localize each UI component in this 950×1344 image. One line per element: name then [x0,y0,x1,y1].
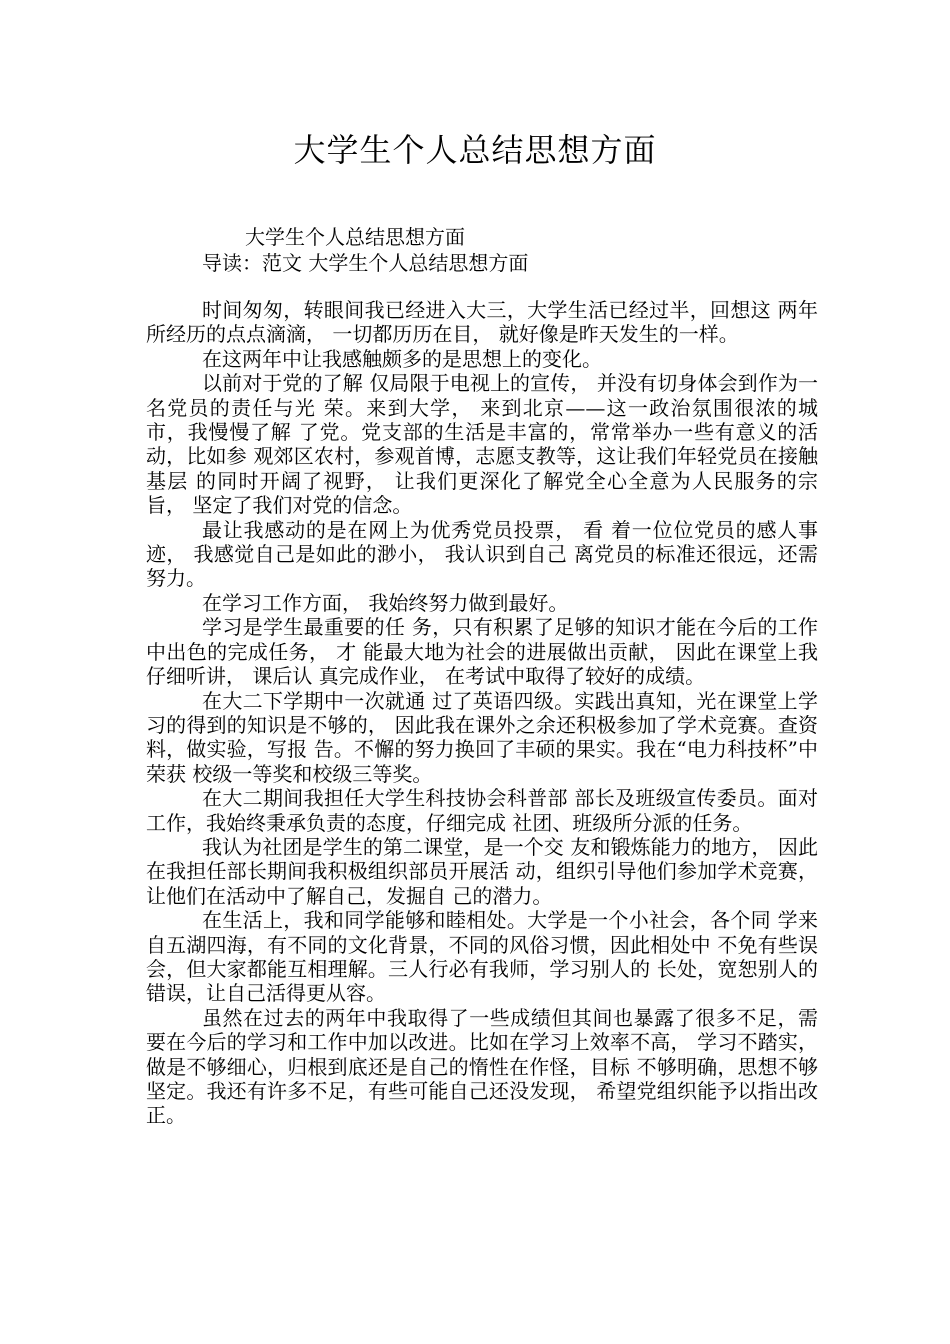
paragraph: 我认为社团是学生的第二课堂，是一个交 友和锻炼能力的地方， 因此在我担任部长期间我积极组织部员开展活 动，组织引导他们参加学术竞赛，让他们在活动中了解自己，发掘自 己的潜力。 [146,834,818,908]
paragraph: 在生活上，我和同学能够和睦相处。大学是一个小社会，各个同 学来自五湖四海，有不同的文化背景，不同的风俗习惯，因此相处中 不免有些误会，但大家都能互相理解。三人行必有我师，学习别人的 长处，宽恕别人的错误，让自己活得更从容。 [146,908,818,1006]
document-title: 大学生个人总结思想方面 [293,131,657,169]
paragraph: 以前对于党的了解 仅局限于电视上的宣传， 并没有切身体会到作为一名党员的责任与光 荣。来到大学， 来到北京——这一政治氛围很浓的城市，我慢慢了解 了党。党支部的生活是丰富的，常常举办一些有意义的活动，比如参 观郊区农村，参观首博，志愿支教等，这让我们年轻党员在接触基层 的同时开阔了视野， 让我们更深化了解党全心全意为人民服务的宗旨， 坚定了我们对党的信念。 [146,371,818,518]
paragraph: 虽然在过去的两年中我取得了一些成绩但其间也暴露了很多不足，需要在今后的学习和工作中加以改进。比如在学习上效率不高， 学习不踏实，做是不够细心，归根到底还是自己的惰性在作怪，目标 不够明确，思想不够坚定。我还有许多不足，有些可能自己还没发现， 希望党组织能予以指出改正。 [146,1005,818,1128]
paragraph: 在大二下学期中一次就通 过了英语四级。实践出真知，光在课堂上学习的得到的知识是不够的， 因此我在课外之余还积极参加了学术竞赛。查资料，做实验，写报 告。不懈的努力换回了丰硕的果实。我在“电力科技杯”中荣获 校级一等奖和校级三等奖。 [146,688,818,786]
paragraph: 在学习工作方面， 我始终努力做到最好。 [202,590,569,615]
document-body [146,298,818,1128]
document-lead: 导读：范文 大学生个人总结思想方面 [202,251,529,275]
paragraph: 学习是学生最重要的任 务，只有积累了足够的知识才能在今后的工作中出色的完成任务， 才 能最大地为社会的进展做出贡献， 因此在课堂上我仔细听讲， 课后认 真完成作业， 在考试中取得了较好的成绩。 [146,615,818,689]
document-subtitle: 大学生个人总结思想方面 [245,225,465,249]
paragraph: 在大二期间我担任大学生科技协会科普部 部长及班级宣传委员。面对工作，我始终秉承负责的态度，仔细完成 社团、班级所分派的任务。 [146,786,818,835]
paragraph: 在这两年中让我感触颇多的是思想上的变化。 [202,346,602,371]
paragraph: 时间匆匆，转眼间我已经进入大三，大学生活已经过半，回想这 两年所经历的点点滴滴， 一切都历历在目， 就好像是昨天发生的一样。 [146,298,818,347]
paragraph: 最让我感动的是在网上为优秀党员投票， 看 着一位位党员的感人事迹， 我感觉自己是如此的渺小， 我认识到自己 离党员的标准还很远，还需努力。 [146,517,818,591]
